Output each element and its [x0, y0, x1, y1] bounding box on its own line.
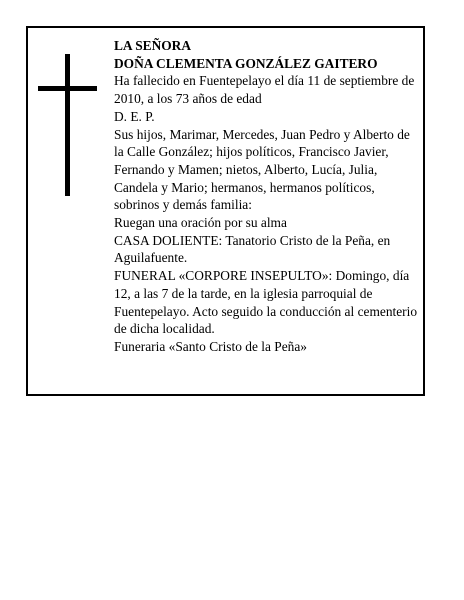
family-list: Sus hijos, Marimar, Mercedes, Juan Pedro y Alberto de la Calle González; hijos políticos, Francisco Javier, Fernando y Mamen; nietos, Alberto, Lucía, Julia, Candela y Mario; hermanos, hermanos políticos, sobrinos y demás familia:	[114, 126, 410, 213]
death-statement: Ha fallecido en Fuentepelayo el día 11 de septiembre de 2010, a los 73 años de edad	[114, 73, 415, 107]
mourning-house: CASA DOLIENTE: Tanatorio Cristo de la Peña, en Aguilafuente.	[114, 232, 391, 266]
cross-icon-crossbar	[38, 86, 97, 91]
funeral-home: Funeraria «Santo Cristo de la Peña»	[114, 338, 308, 354]
prayer-request: Ruegan una oración por su alma	[114, 215, 287, 231]
deceased-name: DOÑA CLEMENTA GONZÁLEZ GAITERO	[114, 55, 378, 71]
obituary-text	[114, 37, 420, 356]
funeral-details: FUNERAL «CORPORE INSEPULTO»: Domingo, día 12, a las 7 de la tarde, en la iglesia parroquial de Fuentepelayo. Acto seguido la conducción al cementerio de dicha localidad.	[114, 268, 418, 337]
cross-icon	[65, 54, 70, 196]
dep-abbreviation: D. E. P.	[114, 108, 155, 124]
notice-title: LA SEÑORA	[114, 38, 192, 53]
